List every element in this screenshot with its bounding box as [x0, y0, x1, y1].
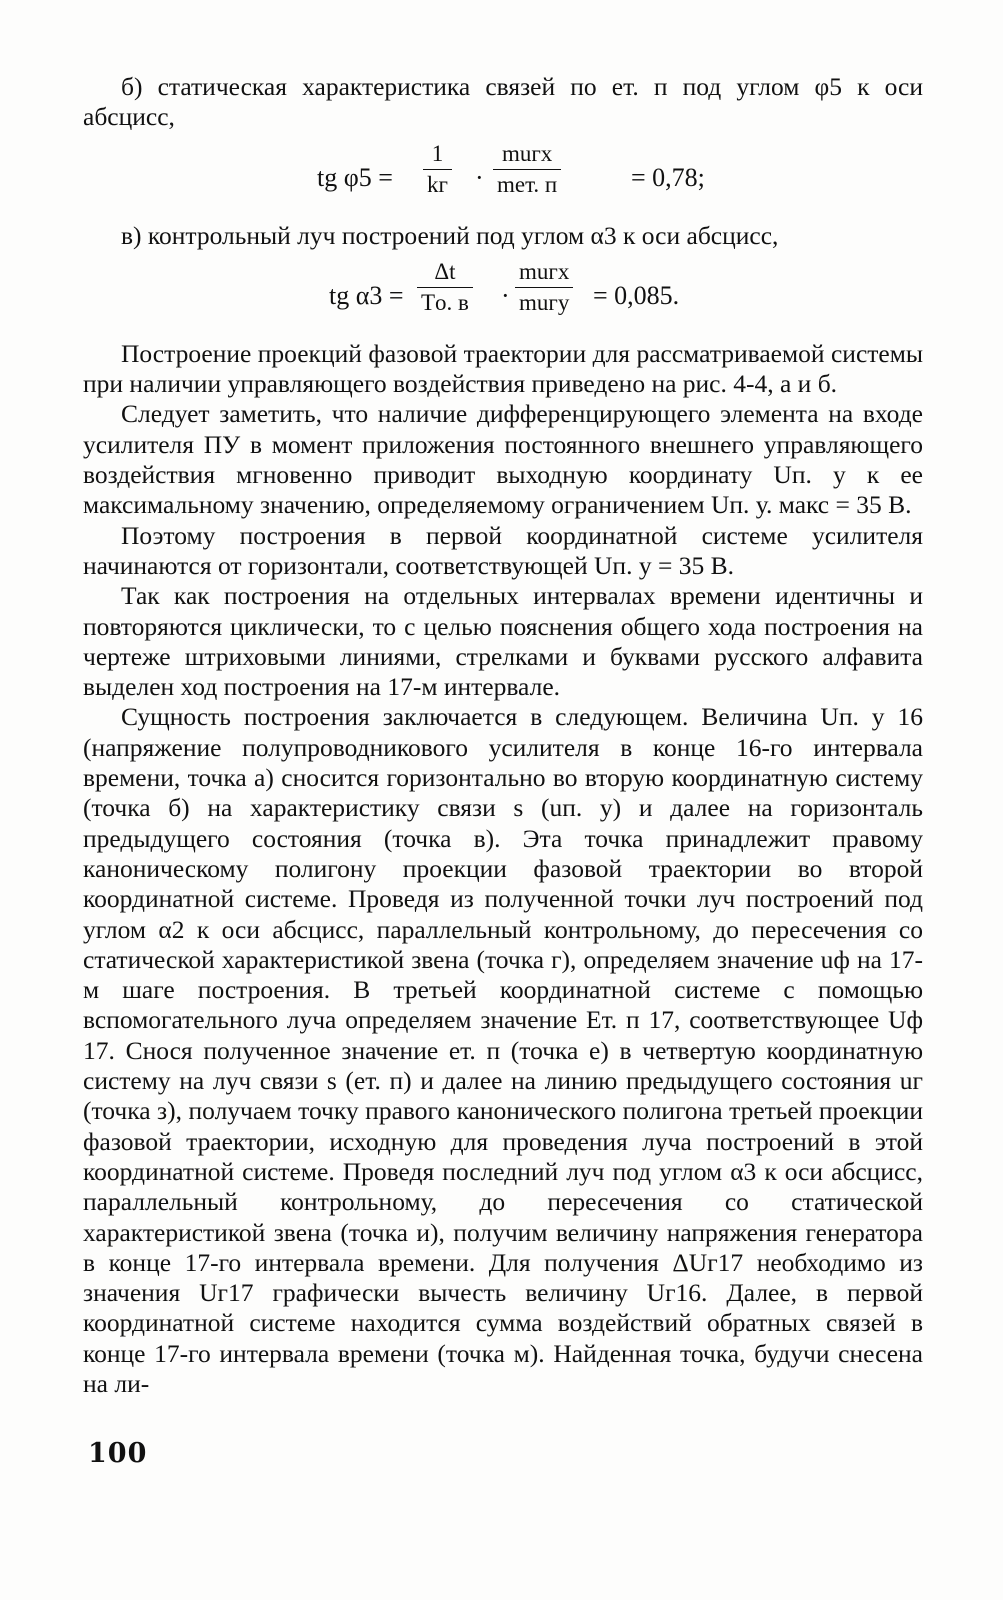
- formula-2-fraction-1: [417, 259, 473, 316]
- formula-1-rhs: = 0,78;: [631, 162, 705, 192]
- formula-1-fraction-1: [423, 141, 452, 198]
- formula-1-frac1-numerator: 1: [423, 141, 452, 170]
- formula-1-frac2-denominator: meт. п: [497, 171, 558, 197]
- formula-2-frac2-numerator: muгх: [515, 259, 573, 288]
- formula-2-frac2-denominator: muгу: [519, 289, 570, 315]
- formula-2-lhs: tg α3 =: [329, 280, 404, 310]
- formula-tg-phi5: [83, 139, 923, 217]
- page-body: [83, 72, 923, 1399]
- formula-tg-alpha3: [83, 257, 923, 335]
- paragraph-first-system-start: Поэтому построения в первой координатной системе усилителя начинаются от горизонтали, соответствующей Uп. у = 35 В.: [83, 520, 923, 580]
- formula-2-frac1-denominator: Tо. в: [421, 289, 469, 315]
- paragraph-construction-essence: Сущность построения заключается в следующем. Величина Uп. у 16 (напряжение полупроводникового усилителя в конце 16-го интервала времени, точка а) сносится горизонтально во вторую координатную систему (точка б) на характеристику связи s (uп. у) и далее на горизонталь предыдущего состояния (точка в). Эта точка принадлежит правому каноническому полигону проекции фазовой траектории во второй координатной системе. Проведя из полученной точки луч построений под углом α2 к оси абсцисс, параллельный контрольному, до пересечения со статической характеристикой звена (точка г), определяем значение uф на 17-м шаге построения. В третьей координатной системе с помощью вспомогательного луча определяем значение Eт. п 17, соответствующее Uф 17. Снося полученное значение eт. п (точка е) в четвертую координатную систему на луч связи s (eт. п) и далее на линию предыдущего состояния uг (точка з), получаем точку правого канонического полигона третьей проекции фазовой траектории, исходную для проведения луча построений в этой координатной системе. Проведя последний луч под углом α3 к оси абсцисс, параллельный контрольному, до пересечения со статической характеристикой звена (точка и), получим величину напряжения генератора в конце 17-го интервала времени. Для получения ΔUг17 необходимо из значения Uг17 графически вычесть величину Uг16. Далее, в первой координатной системе находится сумма воздействий обратных связей в конце 17-го интервала времени (точка м). Найденная точка, будучи снесена на ли-: [83, 702, 923, 1398]
- paragraph-interval-17: Так как построения на отдельных интервалах времени идентичны и повторяются циклически, то с целью пояснения общего хода построения на чертеже штриховыми линиями, стрелками и буквами русского алфавита выделен ход построения на 17-м интервале.: [83, 581, 923, 702]
- formula-2-rhs: = 0,085.: [593, 280, 680, 310]
- formula-2-frac1-numerator: Δt: [417, 259, 473, 288]
- formula-1-multiply: ·: [475, 162, 484, 192]
- formula-1-lhs: tg φ5 =: [317, 162, 393, 192]
- paragraph-v: в) контрольный луч построений под углом α3 к оси абсцисс,: [121, 220, 779, 250]
- formula-1-fraction-2: [493, 141, 561, 198]
- formula-1-frac1-denominator: kг: [427, 171, 448, 197]
- formula-2-multiply: ·: [501, 280, 510, 310]
- paragraph-b: б) статическая характеристика связей по eт. п под углом φ5 к оси абсцисс,: [83, 72, 923, 132]
- formula-2-fraction-2: [515, 259, 573, 316]
- formula-1-frac2-numerator: muгх: [493, 141, 561, 170]
- paragraph-construction-intro: Построение проекций фазовой траектории для рассматриваемой системы при наличии управляющего воздействия приведено на рис. 4-4, а и б.: [83, 338, 923, 399]
- page-number: 100: [88, 1438, 148, 1469]
- paragraph-differentiating-element: Следует заметить, что наличие дифференцирующего элемента на входе усилителя ПУ в момент приложения постоянного внешнего управляющего воздействия мгновенно приводит выходную координату Uп. у к ее максимальному значению, определяемому ограничением Uп. у. макс = 35 В.: [83, 399, 923, 520]
